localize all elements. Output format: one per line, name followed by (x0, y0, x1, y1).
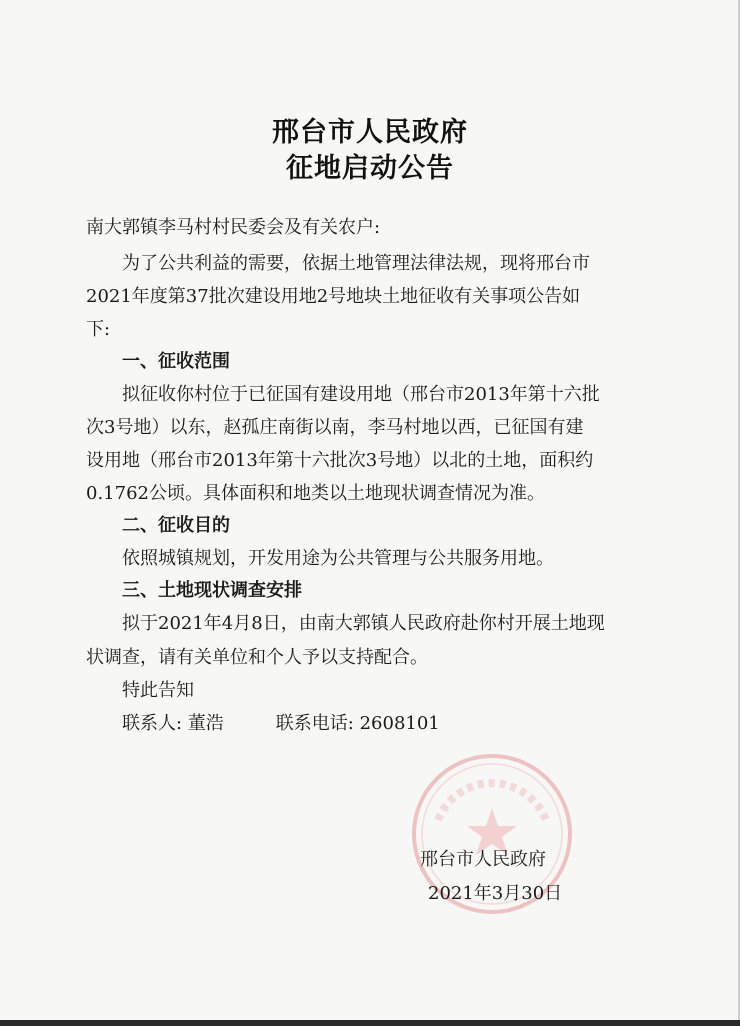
section2-heading: 二、征收目的 (122, 515, 230, 536)
contact-row (122, 714, 702, 734)
issue-date: 2021年3月30日 (428, 883, 563, 904)
signatory: 邢台市人民政府 (420, 849, 546, 870)
salutation: 南大郭镇李马村村民委会及有关农户: (86, 217, 381, 238)
section1-line-3: 设用地（邢台市2013年第十六批次3号地）以北的土地，面积约 (86, 450, 594, 471)
closing-text: 特此告知 (122, 680, 194, 701)
section1-heading: 一、征收范围 (122, 351, 230, 372)
intro-line-3: 下: (86, 319, 111, 340)
section2-line-1: 依照城镇规划，开发用途为公共管理与公共服务用地。 (122, 548, 554, 569)
notice-title-line2: 征地启动公告 (286, 153, 454, 184)
section3-line-1: 拟于2021年4月8日，由南大郭镇人民政府赴你村开展土地现 (122, 613, 605, 634)
intro-line-1: 为了公共利益的需要，依据土地管理法律法规，现将邢台市 (122, 253, 590, 274)
section1-line-4: 0.1762公顷。具体面积和地类以土地现状调查情况为准。 (86, 483, 545, 504)
contact-phone: 联系电话: 2608101 (275, 713, 440, 734)
section3-line-2: 状调查，请有关单位和个人予以支持配合。 (86, 647, 428, 668)
section1-line-2: 次3号地）以东，赵孤庄南街以南，李马村地以西，已征国有建 (86, 417, 584, 438)
section3-heading: 三、土地现状调查安排 (122, 580, 302, 601)
section1-line-1: 拟征收你村位于已征国有建设用地（邢台市2013年第十六批 (122, 384, 600, 405)
intro-line-2: 2021年度第37批次建设用地2号地块土地征收有关事项公告如 (86, 286, 581, 307)
scan-edge-bottom (0, 1020, 740, 1026)
contact-person: 联系人: 董浩 (122, 713, 224, 734)
notice-title-line1: 邢台市人民政府 (272, 117, 468, 148)
